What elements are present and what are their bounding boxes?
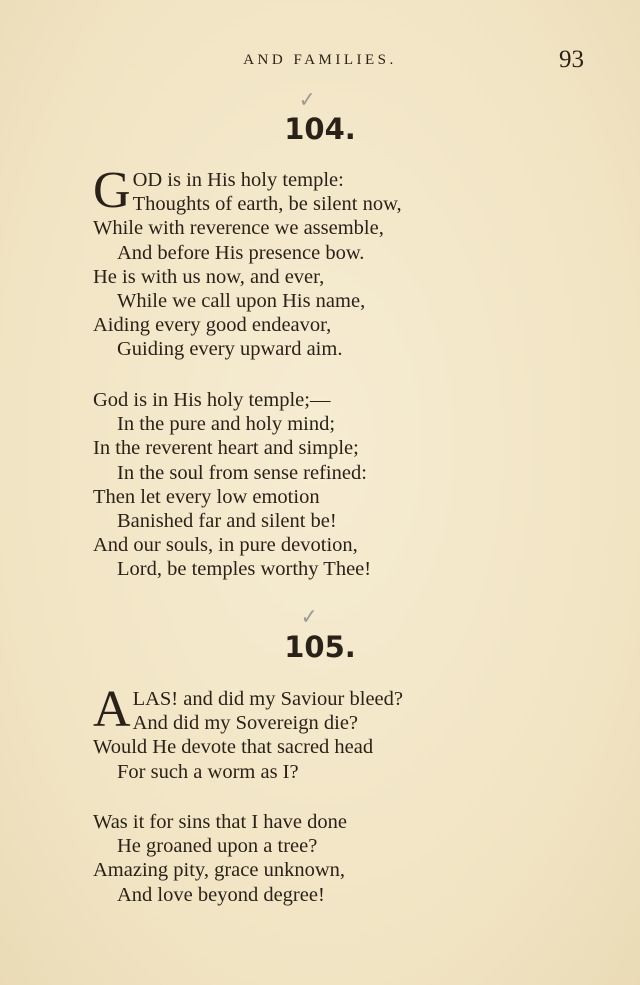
verse-line: Lord, be temples worthy Thee! (117, 558, 372, 581)
checkmark-icon: ✓ (298, 88, 316, 113)
verse-line: While we call upon His name, (117, 289, 366, 312)
verse-line: God is in His holy temple;— (93, 389, 331, 411)
dropcap-lines (93, 162, 543, 219)
running-title: AND FAMILIES. (243, 52, 397, 68)
checkmark-icon: ✓ (300, 605, 318, 630)
verse-line: He groaned upon a tree? (117, 835, 318, 858)
verse-line: In the soul from sense refined: (117, 461, 367, 484)
stanza (93, 162, 543, 362)
verse-line: Guiding every upward aim. (117, 338, 343, 361)
verse-line: In the reverent heart and simple; (93, 437, 359, 460)
verse-line: Would He devote that sacred head (93, 736, 374, 759)
verse-line: And did my Sovereign die? (132, 712, 359, 735)
verse-line: Aiding every good endeavor, (93, 314, 332, 337)
verse-line: Was it for sins that I have done (93, 811, 347, 833)
verse-line: He is with us now, and ever, (93, 265, 325, 288)
verse-line: While with reverence we assemble, (93, 217, 384, 240)
verse-line: LAS! and did my Saviour bleed? (132, 688, 403, 710)
drop-cap: G (93, 162, 131, 219)
hymn-number: 105. (284, 630, 356, 664)
page-number: 93 (559, 46, 584, 73)
verse-line: And before His presence bow. (117, 241, 365, 264)
verse-line: And our souls, in pure devotion, (93, 534, 358, 557)
verse-line: Then let every low emotion (93, 485, 320, 508)
verse-line: For such a worm as I? (117, 760, 299, 783)
verse-line: And love beyond degree! (117, 883, 325, 906)
stanza (93, 388, 543, 582)
verse-line: OD is in His holy temple: (132, 169, 344, 191)
running-head (0, 46, 640, 74)
dropcap-lines (93, 681, 543, 738)
verse-line: Thoughts of earth, be silent now, (132, 193, 402, 216)
verse-line: Amazing pity, grace unknown, (93, 859, 346, 882)
verse-line: Banished far and silent be! (117, 509, 337, 532)
drop-cap: A (93, 681, 131, 738)
stanza (93, 681, 543, 784)
verse-line: In the pure and holy mind; (117, 413, 336, 436)
stanza (93, 810, 543, 907)
hymn-number: 104. (284, 112, 356, 146)
